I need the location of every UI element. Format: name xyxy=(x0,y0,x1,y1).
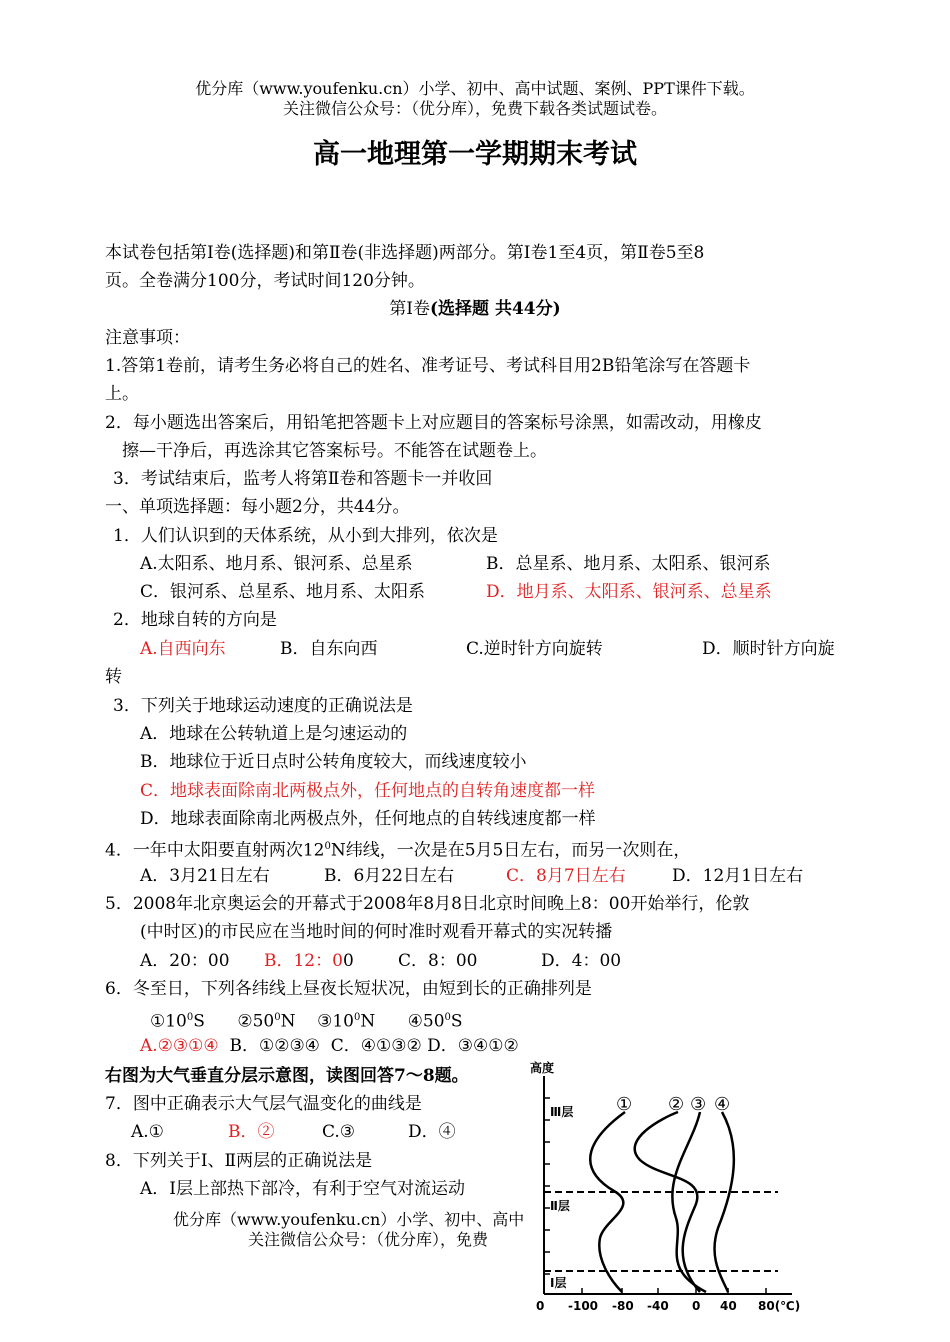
q1-option-d: D．地月系、太阳系、银河系、总星系 xyxy=(486,582,772,602)
footer-line-1: 优分库（www.youfenku.cn）小学、初中、高中 xyxy=(173,1210,525,1229)
x-tick-label: -100 xyxy=(568,1299,599,1313)
x-tick-label: 40 xyxy=(720,1299,737,1313)
note-2-line-1: 2．每小题选出答案后，用铅笔把答题卡上对应题目的答案标号涂黑，如需改动，用橡皮 xyxy=(105,413,762,433)
part1-heading: 一、单项选择题：每小题2分，共44分。 xyxy=(105,497,410,517)
q2-option-a: A.自西向东 xyxy=(140,639,226,659)
intro-line-2: 页。全卷满分100分，考试时间120分钟。 xyxy=(105,271,425,291)
q2-option-c: C.逆时针方向旋转 xyxy=(466,639,603,659)
q7-stem: 7．图中正确表示大气层气温变化的曲线是 xyxy=(105,1094,422,1114)
notes-heading: 注意事项： xyxy=(105,328,190,348)
layer-1-label: Ⅰ层 xyxy=(550,1276,567,1290)
intro-line-1: 本试卷包括第Ⅰ卷(选择题)和第Ⅱ卷(非选择题)两部分。第Ⅰ卷1至4页，第Ⅱ卷5至8 xyxy=(105,243,705,263)
q1-option-b: B．总星系、地月系、太阳系、银河系 xyxy=(486,554,771,574)
q3-option-c: C．地球表面除南北两极点外，任何地点的自转角速度都一样 xyxy=(140,781,596,801)
curve-3-label: ③ xyxy=(690,1094,707,1115)
q2-stem: 2．地球自转的方向是 xyxy=(113,610,277,630)
q8-stem: 8．下列关于Ⅰ、Ⅱ两层的正确说法是 xyxy=(105,1151,373,1171)
note-2-line-2: 擦—干净后，再选涂其它答案标号。不能答在试题卷上。 xyxy=(122,441,547,461)
header-line-1: 优分库（www.youfenku.cn）小学、初中、高中试题、案例、PPT课件下载。 xyxy=(195,79,755,98)
page-title: 高一地理第一学期期末考试 xyxy=(313,139,637,170)
q5-option-d: D．4：00 xyxy=(541,951,622,971)
x-tick-label: 0 xyxy=(692,1299,701,1313)
layer-3-label: Ⅲ层 xyxy=(550,1105,574,1119)
q1-option-a: A.太阳系、地月系、银河系、总星系 xyxy=(140,554,413,574)
curve-4-label: ④ xyxy=(714,1094,731,1115)
figure-intro: 右图为大气垂直分层示意图，读图回答7～8题。 xyxy=(105,1066,469,1086)
section1-title: 第Ⅰ卷(选择题 共44分) xyxy=(389,299,561,319)
curve-1-label: ① xyxy=(616,1094,633,1115)
q6-items: $①10^0S$ $②50^0N$ $③10^0N$ $④50^0S$ xyxy=(150,1011,463,1032)
q3-stem: 3．下列关于地球运动速度的正确说法是 xyxy=(113,696,413,716)
header-line-2: 关注微信公众号：（优分库），免费下载各类试题试卷。 xyxy=(282,99,667,118)
q1-option-c: C．银河系、总星系、地月系、太阳系 xyxy=(140,582,426,602)
q6-stem: 6．冬至日，下列各纬线上昼夜长短状况，由短到长的正确排列是 xyxy=(105,979,592,999)
atmosphere-layer-diagram xyxy=(522,1058,822,1318)
y-axis-label: 高度 xyxy=(530,1061,555,1075)
x-tick-label: 80(℃) xyxy=(758,1299,801,1313)
q5-stem-line-2: (中时区)的市民应在当地时间的何时准时观看开幕式的实况转播 xyxy=(140,922,613,942)
x-tick-label: 0 xyxy=(536,1299,545,1313)
q7-option-d: D．④ xyxy=(408,1122,456,1142)
layer-2-label: Ⅱ层 xyxy=(550,1199,570,1213)
q5-option-c: C．8：00 xyxy=(398,951,478,971)
q5-option-a: A．20：00 xyxy=(140,951,230,971)
q2-option-b: B．自东向西 xyxy=(280,639,378,659)
q5-stem-line-1: 5．2008年北京奥运会的开幕式于2008年8月8日北京时间晚上8：00开始举行，伦敦 xyxy=(105,894,750,914)
note-1-line-2: 上。 xyxy=(105,384,139,404)
q4-option-d: D．12月1日左右 xyxy=(672,866,804,886)
curve-2-label: ② xyxy=(668,1094,685,1115)
note-1-line-1: 1.答第1卷前，请考生务必将自己的姓名、准考证号、考试科目用2B铅笔涂写在答题卡 xyxy=(105,356,751,376)
q2-option-d-wrap: 转 xyxy=(105,667,122,687)
q6-options: A.②③①④ B．①②③④ C．④①③② D．③④①② xyxy=(140,1036,519,1056)
q3-option-a: A．地球在公转轨道上是匀速运动的 xyxy=(140,724,408,744)
note-3: 3．考试结束后，监考人将第Ⅱ卷和答题卡一并收回 xyxy=(113,469,493,489)
q5-option-b: B．12：00 xyxy=(264,951,354,971)
q8-option-a: A．Ⅰ层上部热下部冷，有利于空气对流运动 xyxy=(140,1179,465,1199)
q4-stem: 4．一年中太阳要直射两次$12^0N$纬线，一次是在5月5日左右，而另一次则在， xyxy=(105,840,691,861)
q2-option-d: D．顺时针方向旋 xyxy=(702,639,835,659)
q7-option-b: B．② xyxy=(228,1122,275,1142)
footer-line-2: 关注微信公众号：（优分库），免费 xyxy=(248,1230,489,1249)
x-tick-label: -40 xyxy=(647,1299,669,1313)
q3-option-d: D．地球表面除南北两极点外，任何地点的自转线速度都一样 xyxy=(140,809,596,829)
q3-option-b: B．地球位于近日点时公转角度较大，而线速度较小 xyxy=(140,752,527,772)
q1-stem: 1．人们认识到的天体系统，从小到大排列，依次是 xyxy=(113,526,498,546)
q4-option-a: A．3月21日左右 xyxy=(140,866,270,886)
q4-option-c: C．8月7日左右 xyxy=(506,866,626,886)
q7-option-a: A.① xyxy=(131,1122,164,1142)
x-tick-label: -80 xyxy=(612,1299,634,1313)
q4-option-b: B．6月22日左右 xyxy=(324,866,454,886)
q7-option-c: C.③ xyxy=(322,1122,356,1142)
x-tick-labels xyxy=(536,1299,800,1313)
